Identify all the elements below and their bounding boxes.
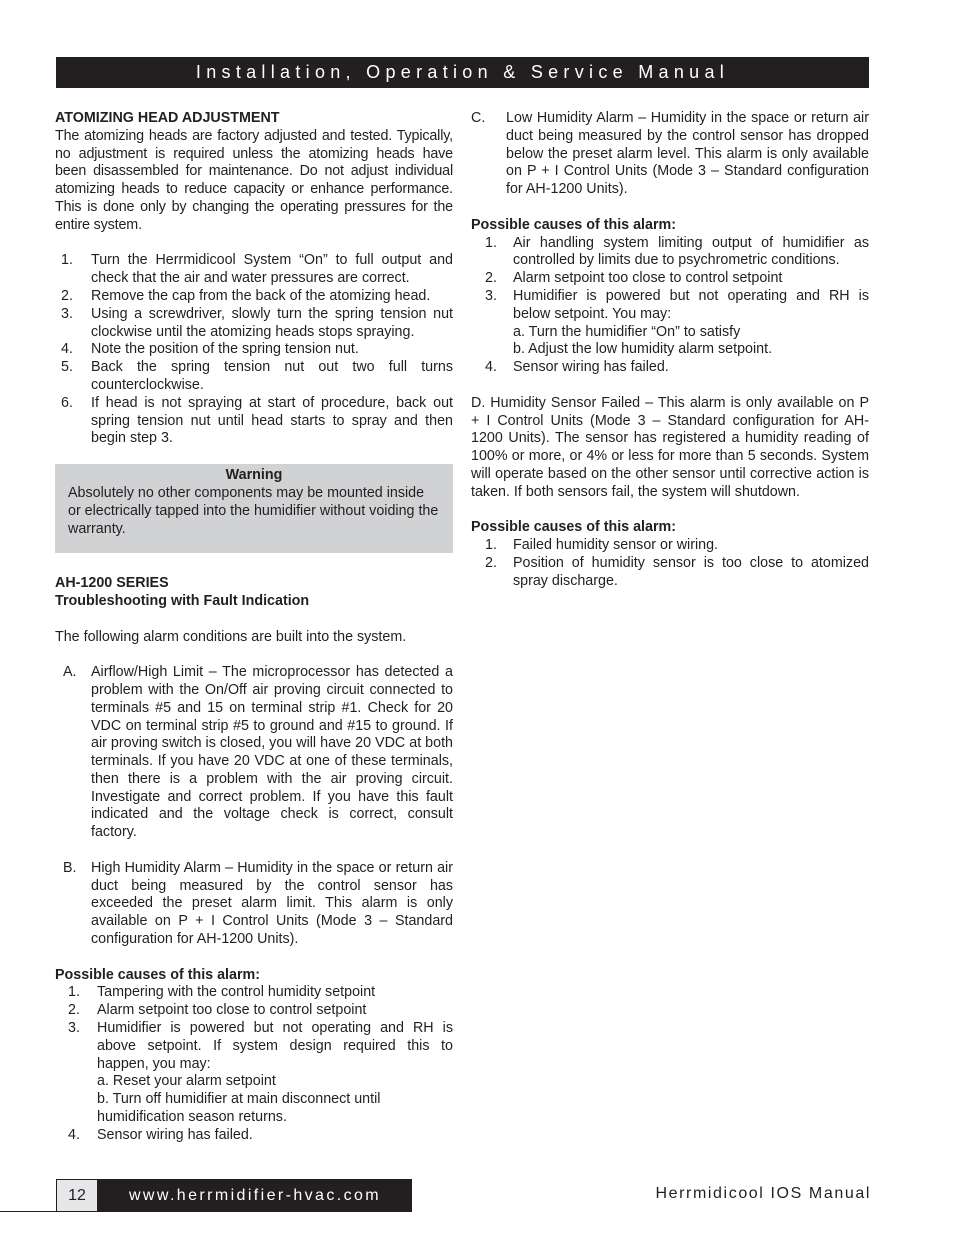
list-item (55, 306, 453, 342)
list-item-body: Using a screwdriver, slowly turn the spring tension nut clockwise until the atomizing heads stops spraying. (91, 305, 453, 340)
list-item-number: 3. (61, 305, 73, 322)
list-item (471, 288, 869, 359)
left-column (55, 110, 453, 1145)
list-item (55, 341, 453, 359)
list-sub-item: b. Adjust the low humidity alarm setpoint. (513, 341, 773, 358)
list-item-body: Tampering with the control humidity setpoint (97, 984, 376, 1001)
list-sub-item: a. Turn the humidifier “On” to satisfy (513, 323, 741, 340)
list-item-number: 4. (485, 359, 497, 376)
list-item: C. Low Humidity Alarm – Humidity in the space or return air duct being measured by the control sensor has dropped below the preset alarm level. This alarm is only available on P + I Control Units (Mode 3 – Standard configuration for AH-1200 Units). (471, 110, 869, 198)
list-item-text (513, 288, 869, 359)
warning-text: Absolutely no other components may be mounted inside or electrically tapped into the humidifier without voiding the warranty. (68, 484, 439, 537)
list-item (471, 270, 869, 288)
list-item-body: If head is not spraying at start of procedure, back out spring tension nut until head starts to spray and then begin step 3. (91, 394, 453, 447)
alarm-b-item (55, 860, 453, 949)
list-item-number: 2. (485, 270, 497, 287)
list-sub-item: a. Reset your alarm setpoint (97, 1073, 276, 1090)
alarm-intro: The following alarm conditions are built into the system. (55, 628, 407, 645)
list-item-text (91, 341, 453, 359)
list-item-text (97, 1127, 453, 1145)
causes-heading: Possible causes of this alarm: (55, 966, 261, 983)
list-item (55, 1127, 453, 1145)
alarm-c-item (471, 110, 869, 199)
list-item: A. Airflow/High Limit – The microprocessor has detected a problem with the On/Off air proving circuit connected to terminals #5 and 15 on terminal strip #1. Check for 20 VDC on terminal strip #5 to ground and #15 to ground. If air proving switch is closed, you will have 20 VDC at both terminals. If you have 20 VDC at one of these terminals, then there is a problem with the air proving circuit. Investigate and correct problem. If you have this fault indicated and the voltage check is correct, consult factory. (63, 664, 453, 841)
causes-heading: Possible causes of this alarm: (471, 519, 677, 536)
alarm-a-item (55, 664, 453, 842)
list-item-number: 6. (61, 394, 73, 411)
list-item (55, 252, 453, 288)
list-item-text (91, 359, 453, 395)
list-item-text (513, 235, 869, 271)
list-item-text (513, 555, 869, 591)
list-item-number: 3. (485, 287, 497, 304)
list-item-body: Position of humidity sensor is too close to atomized spray discharge. (513, 554, 869, 589)
list-item-text (91, 395, 453, 448)
atomizing-heading: ATOMIZING HEAD ADJUSTMENT (55, 110, 280, 126)
alarm-d-text: D. Humidity Sensor Failed – This alarm is only available on P + I Control Units (Mode 3 – Standard configuration for AH-1200 Units). The sensor has registered a humidity reading of 100% or more, or 4% or less for more than 5 seconds. System will operate based on the other sensor until corrective action is taken. If both sensors fail, the system will shutdown. (471, 394, 869, 500)
list-item (471, 359, 869, 377)
list-item-text (97, 984, 453, 1002)
list-item (471, 555, 869, 591)
list-item-number: 2. (61, 287, 73, 304)
right-column (471, 110, 869, 591)
series-title: AH-1200 SERIES (55, 575, 169, 592)
adjustment-steps (55, 252, 453, 448)
list-item (55, 984, 453, 1002)
page-header-title: Installation, Operation & Service Manual (56, 57, 869, 88)
alarm-d-causes (471, 537, 869, 590)
list-item: B. High Humidity Alarm – Humidity in the space or return air duct being measured by the control sensor has exceeded the preset alarm limit. This alarm is only available on P + I Control Units (Mode 3 – Standard configuration for AH-1200 Units). (63, 859, 453, 948)
alarm-b-causes (55, 984, 453, 1144)
causes-heading: Possible causes of this alarm: (471, 216, 677, 233)
list-item (55, 1002, 453, 1020)
footer-website: www.herrmidifier-hvac.com (98, 1179, 412, 1212)
list-item-number: 4. (61, 341, 73, 358)
list-item-text (513, 359, 869, 377)
list-item-body: Humidifier is powered but not operating and RH is below setpoint. You may: (513, 287, 869, 322)
list-item-body: Note the position of the spring tension nut. (91, 341, 359, 358)
list-item-number: 1. (68, 984, 80, 1001)
list-item-number: 3. (68, 1020, 80, 1037)
list-item (471, 235, 869, 271)
list-item (55, 359, 453, 395)
list-item-number: 1. (61, 252, 73, 269)
list-item-number: 1. (485, 537, 497, 554)
list-item-body: Turn the Herrmidicool System “On” to full output and check that the air and water pressures are correct. (91, 252, 453, 287)
list-item-body: Humidifier is powered but not operating and RH is above setpoint. If system design required this to happen, you may: (97, 1020, 453, 1072)
list-item-number: 2. (485, 554, 497, 571)
list-item-number: 2. (68, 1002, 80, 1019)
list-item (471, 537, 869, 555)
list-item-text (91, 306, 453, 342)
warning-title: Warning (225, 467, 283, 484)
list-item (55, 1020, 453, 1127)
alarm-c-causes (471, 235, 869, 377)
list-item-body: Back the spring tension nut out two full turns counterclockwise. (91, 359, 453, 393)
list-item-body: Sensor wiring has failed. (97, 1126, 253, 1143)
list-item-body: Failed humidity sensor or wiring. (513, 537, 719, 554)
series-subtitle: Troubleshooting with Fault Indication (55, 592, 310, 609)
list-item-body: Alarm setpoint too close to control setpoint (97, 1002, 367, 1019)
list-item-body: Remove the cap from the back of the atomizing head. (91, 287, 431, 304)
list-item-body: Alarm setpoint too close to control setpoint (513, 270, 783, 287)
list-item-text (513, 537, 869, 555)
list-item-text (97, 1002, 453, 1020)
list-sub-item: b. Turn off humidifier at main disconnect until humidification season returns. (97, 1091, 381, 1126)
list-item (55, 395, 453, 448)
list-item (55, 288, 453, 306)
page-number: 12 (56, 1179, 98, 1212)
list-item-body: Sensor wiring has failed. (513, 359, 669, 376)
list-item-text (91, 252, 453, 288)
warning-box (55, 464, 453, 553)
list-item-number: 1. (485, 234, 497, 251)
list-item-number: 4. (68, 1126, 80, 1143)
list-item-text (97, 1020, 453, 1127)
list-item-number: 5. (61, 359, 73, 376)
atomizing-intro: The atomizing heads are factory adjusted and tested. Typically, no adjustment is required unless the atomizing heads have been disassembled for maintenance. Do not adjust individual atomizing heads to reduce capacity or enhance performance. This is done only by changing the operating pressures for the entire system. (55, 127, 453, 233)
list-item-text (513, 270, 869, 288)
footer-manual-title: Herrmidicool IOS Manual (655, 1185, 871, 1202)
list-item-body: Air handling system limiting output of humidifier as controlled by limits due to psychrometric conditions. (513, 234, 869, 269)
list-item-text (91, 288, 453, 306)
